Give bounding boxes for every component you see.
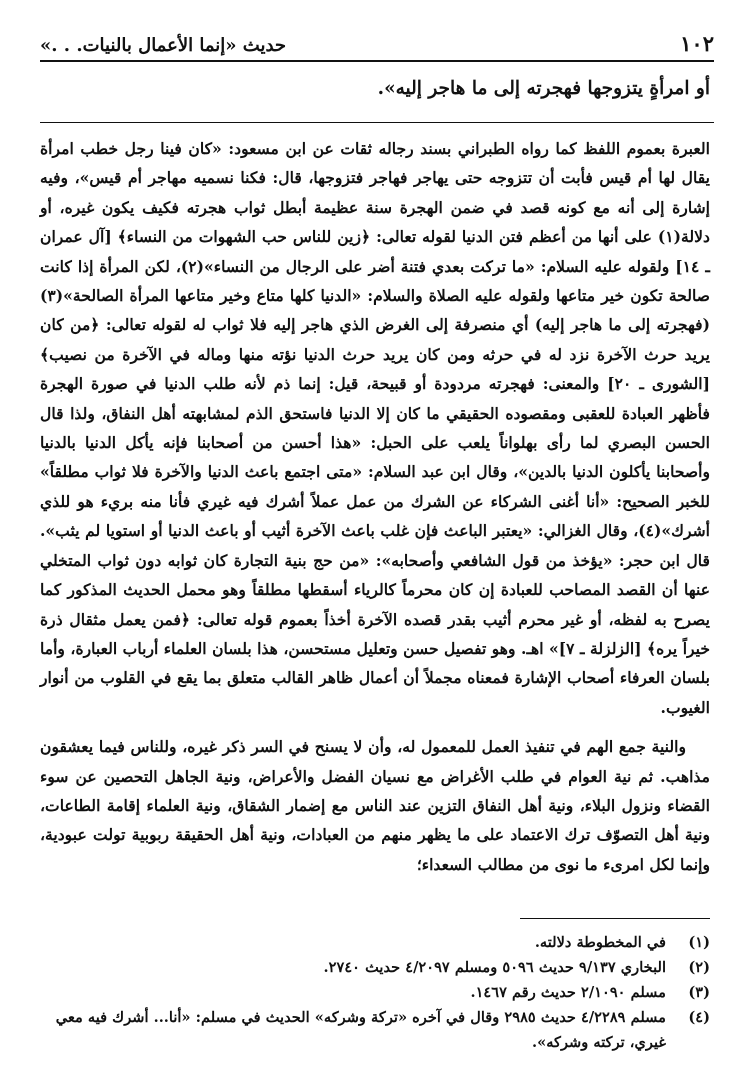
footnote-number: (١) [688, 934, 710, 951]
running-head [40, 26, 714, 62]
commentary-body [40, 134, 710, 879]
commentary-paragraph-2: والنية جمع الهم في تنفيذ العمل للمعمول له، وأن لا يسنح في السر ذكر غيره، وللناس فيما يعشقون مذاهب. ثم نية العوام في طلب الأغراض مع نسيان الفضل والأعراض، ونية الجاهل التحصين عن سوء القضاء ونزول البلاء، ونية أهل النفاق التزين عند الناس مع إضمار الشقاق، ونية العلماء إقامة الطاعات، ونية أهل التصوّف ترك الاعتماد على ما يظهر منهم من العبادات، ونية أهل الحقيقة ربوبية تولت عبودية، وإنما لكل امرىء ما نوى من مطالب السعداء؛ [40, 737, 710, 874]
footnote-item [40, 1005, 710, 1055]
footnote-text: مسلم ٢/١٠٩٠ حديث رقم ١٤٦٧. [470, 984, 666, 1001]
footnote-number: (٢) [688, 959, 710, 976]
footnote-number: (٣) [688, 984, 710, 1001]
running-title: حديث «إنما الأعمال بالنيات. . .» [40, 35, 287, 56]
footnote-text: البخاري ٩/١٣٧ حديث ٥٠٩٦ ومسلم ٤/٢٠٩٧ حديث ٢٧٤٠. [323, 959, 666, 976]
footnotes-list [40, 930, 710, 1055]
page-number: ١٠٢ [680, 31, 714, 56]
footnote-separator [520, 918, 710, 919]
footnote-item [40, 980, 710, 1005]
separator-rule [40, 122, 714, 123]
footnote-item [40, 955, 710, 980]
footnote-text: مسلم ٤/٢٢٨٩ حديث ٢٩٨٥ وقال في آخره «تركة وشركه» الحديث في مسلم: «أنا... أشرك فيه معي غيري، تركته وشركه». [55, 1009, 666, 1051]
footnote-item [40, 930, 710, 955]
footnote-text: في المخطوطة دلالته. [534, 934, 666, 951]
hadith-continuation-line: أو امرأةٍ يتزوجها فهجرته إلى ما هاجر إليه». [377, 78, 710, 99]
footnote-number: (٤) [688, 1009, 710, 1026]
commentary-paragraph-1: العبرة بعموم اللفظ كما رواه الطبراني بسند رجاله ثقات عن ابن مسعود: «كان فينا رجل خطب امرأة يقال لها أم قيس فأبت أن تتزوجه حتى يهاجر فهاجر فتزوجها، قال: فكنا نسميه مهاجر أم قيس»، وفيه إشارة إلى أنه مع كونه قصد في ضمن الهجرة سنة عظيمة أبطل ثواب هجرته فكيف يكون غيره، أو دلالة(١) على أنها من أعظم فتن الدنيا لقوله تعالى: ﴿زين للناس حب الشهوات من النساء﴾ [آل عمران ـ ١٤] ولقوله عليه السلام: «ما تركت بعدي فتنة أضر على الرجال من النساء»(٢)، لكن المرأة إذا كانت صالحة تكون خير متاعها ولقوله عليه الصلاة والسلام: «الدنيا كلها متاع وخير متاعها المرأة الصالحة»(٣) (فهجرته إلى ما هاجر إليه) أي منصرفة إلى الغرض الذي هاجر إليه فلا ثواب له لقوله تعالى: ﴿من كان يريد حرث الآخرة نزد له في حرثه ومن كان يريد حرث الدنيا نؤته منها وماله في الآخرة من نصيب﴾ [الشورى ـ ٢٠] والمعنى: فهجرته مردودة أو قبيحة، قيل: إنما ذم لأنه طلب الدنيا في صورة الهجرة فأظهر العبادة للعقبى ومقصوده الحقيقي ما كان إلا الدنيا فاستحق الذم لمشابهته أهل النفاق، ولذا قال الحسن البصري لما رأى بهلواناً يلعب على الحبل: «هذا أحسن من أصحابنا فإنه يأكل الدنيا بالدنيا وأصحابنا يأكلون الدنيا بالدين»، وقال ابن عبد السلام: «متى اجتمع باعث الدنيا والآخرة فلا ثواب مطلقاً» للخبر الصحيح: «أنا أغنى الشركاء عن الشرك من عمل عملاً أشرك فيه غيري فأنا منه بريء هو للذي أشرك»(٤)، وقال الغزالي: «يعتبر الباعث فإن غلب باعث الآخرة أثيب أو باعث الدنيا أو استويا لم يثب». قال ابن حجر: «يؤخذ من قول الشافعي وأصحابه»: «من حج بنية التجارة كان ثوابه دون ثواب المتخلي عنها أن القصد المصاحب للعبادة إن كان محرماً كالرياء أسقطها مطلقاً وهو محمل الحديث المذكور كما يصرح به لفظه، أو غير محرم أثيب بقدر قصده الآخرة أخذاً بعموم قوله تعالى: ﴿فمن يعمل مثقال ذرة خيراً يره﴾ [الزلزلة ـ ٧]» اهـ. وهو تفصيل حسن وتعليل مستحسن، هذا بلسان العلماء أرباب العبارة، وأما بلسان العرفاء أصحاب الإشارة فمعناه مجملاً أن أعمال ظاهر القالب متعلق بما يقع في القلوب من أنوار الغيوب. [40, 139, 711, 717]
